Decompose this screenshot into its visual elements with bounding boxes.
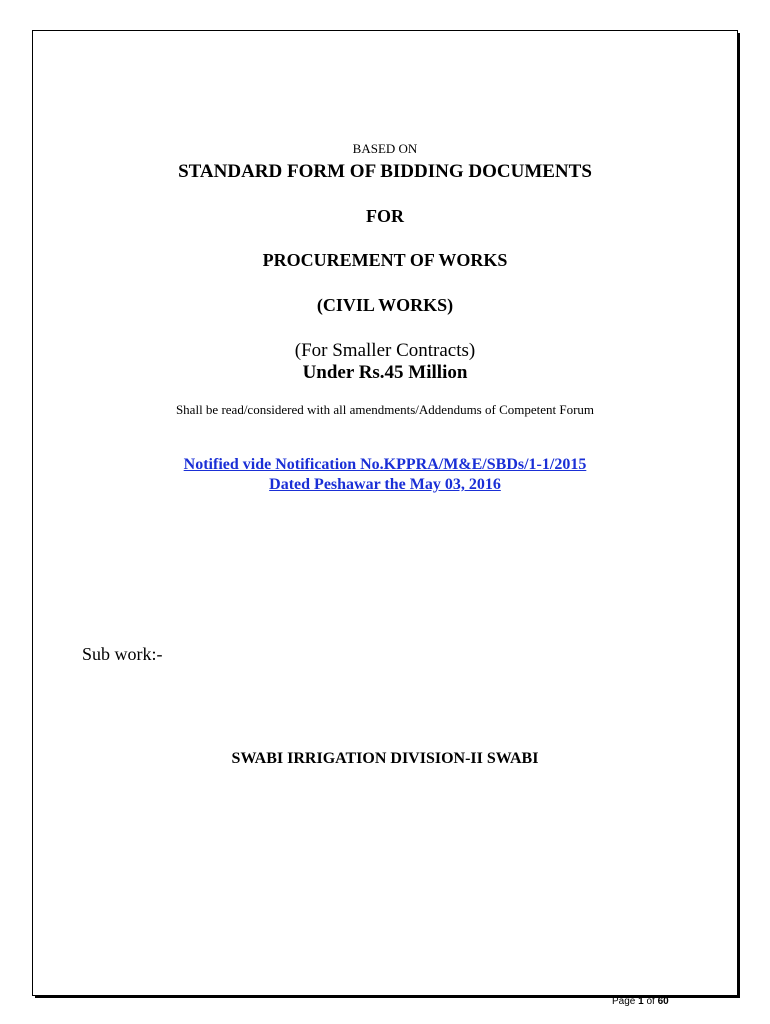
for-heading: FOR <box>366 206 404 226</box>
notification-date-line <box>0 476 770 494</box>
division-name: SWABI IRRIGATION DIVISION-II SWABI <box>231 750 539 767</box>
notification-date-link[interactable]: Dated Peshawar the May 03, 2016 <box>269 476 501 493</box>
contract-limit-text: Under Rs.45 Million <box>302 362 468 383</box>
page-number <box>612 996 669 1007</box>
document-title: STANDARD FORM OF BIDDING DOCUMENTS <box>178 161 592 182</box>
amendments-note: Shall be read/considered with all amendments/Addendums of Competent Forum <box>175 402 595 417</box>
page-current: 1 <box>638 996 644 1007</box>
of-label: of <box>646 996 655 1007</box>
procurement-heading: PROCUREMENT OF WORKS <box>262 250 508 270</box>
notification-line <box>0 456 770 474</box>
page-label: Page <box>612 996 636 1007</box>
civil-works-heading: (CIVIL WORKS) <box>316 295 454 315</box>
based-on-text: BASED ON <box>352 141 418 156</box>
notification-link[interactable]: Notified vide Notification No.KPPRA/M&E/SBDs/1-1/2015 <box>183 456 587 473</box>
page-total: 60 <box>657 996 669 1007</box>
smaller-contracts-text: (For Smaller Contracts) <box>294 340 476 361</box>
sub-work-label: Sub work:- <box>82 644 163 664</box>
